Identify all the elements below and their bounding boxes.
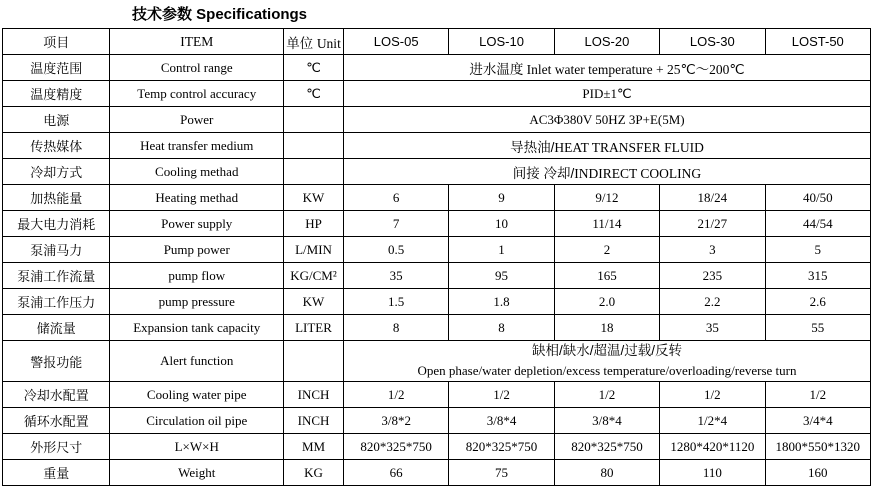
row-label-cn: 泵浦工作压力 [3, 289, 110, 315]
row-value: 11/14 [554, 211, 659, 237]
row-merged-value-en: INDIRECT COOLING [574, 165, 702, 181]
row-value: 8 [449, 315, 554, 341]
table-row [3, 289, 871, 315]
row-value: 3 [660, 237, 765, 263]
row-value: 165 [554, 263, 659, 289]
row-unit: ℃ [284, 81, 344, 107]
row-label-en: pump pressure [110, 289, 284, 315]
row-label-cn: 加热能量 [3, 185, 110, 211]
row-value: 9 [449, 185, 554, 211]
header-unit [284, 29, 344, 55]
table-row-alert [3, 341, 871, 382]
row-label-en: Pump power [110, 237, 284, 263]
row-value: 2.0 [554, 289, 659, 315]
row-merged-value: AC3Φ380V 50HZ 3P+E(5M) [343, 107, 870, 133]
row-value: 80 [554, 460, 659, 486]
row-value: 110 [660, 460, 765, 486]
row-merged-value [343, 133, 870, 159]
header-unit-en: Unit [316, 35, 341, 51]
row-value: 820*325*750 [343, 434, 448, 460]
header-model-5: LOST-50 [765, 29, 870, 55]
row-unit: LITER [284, 315, 344, 341]
row-value: 66 [343, 460, 448, 486]
table-row [3, 133, 871, 159]
row-label-en: Power supply [110, 211, 284, 237]
row-value: 95 [449, 263, 554, 289]
row-unit: KG/CM² [284, 263, 344, 289]
table-row [3, 408, 871, 434]
row-merged-value-en: HEAT TRANSFER FLUID [554, 139, 704, 155]
row-value: 1/2*4 [660, 408, 765, 434]
row-label-en: Weight [110, 460, 284, 486]
page-title: 技术参数 Specificationgs [132, 6, 308, 23]
row-value: 18 [554, 315, 659, 341]
row-unit [284, 107, 344, 133]
row-unit [284, 133, 344, 159]
row-value: 5 [765, 237, 870, 263]
row-value: 35 [660, 315, 765, 341]
row-value: 1 [449, 237, 554, 263]
alert-text-cn: 缺相/缺水/超温/过载/反转 [531, 343, 682, 358]
table-row [3, 185, 871, 211]
row-label-cn: 泵浦工作流量 [3, 263, 110, 289]
row-value: 8 [343, 315, 448, 341]
row-label-en: Expansion tank capacity [110, 315, 284, 341]
row-value: 40/50 [765, 185, 870, 211]
row-label-cn: 警报功能 [3, 341, 110, 382]
header-model-1: LOS-05 [343, 29, 448, 55]
row-value: 9/12 [554, 185, 659, 211]
table-row [3, 237, 871, 263]
row-label-cn: 循环水配置 [3, 408, 110, 434]
row-value: 315 [765, 263, 870, 289]
row-value: 1/2 [660, 382, 765, 408]
row-value: 235 [660, 263, 765, 289]
row-value: 1800*550*1320 [765, 434, 870, 460]
table-row [3, 382, 871, 408]
row-label-en: Heat transfer medium [110, 133, 284, 159]
row-label-cn: 重量 [3, 460, 110, 486]
row-value: 1/2 [343, 382, 448, 408]
row-value: 0.5 [343, 237, 448, 263]
row-label-cn: 温度精度 [3, 81, 110, 107]
table-row [3, 315, 871, 341]
row-value: 820*325*750 [449, 434, 554, 460]
row-merged-value [343, 159, 870, 185]
row-value: 6 [343, 185, 448, 211]
row-value: 35 [343, 263, 448, 289]
row-label-cn: 最大电力消耗 [3, 211, 110, 237]
row-label-en: Cooling water pipe [110, 382, 284, 408]
row-label-en: Alert function [110, 341, 284, 382]
row-value: 44/54 [765, 211, 870, 237]
row-label-cn: 外形尺寸 [3, 434, 110, 460]
row-label-en: Power [110, 107, 284, 133]
row-merged-value-en: Inlet water temperature + 25℃～200℃ [526, 61, 745, 77]
table-row [3, 55, 871, 81]
row-value: 75 [449, 460, 554, 486]
row-value: 21/27 [660, 211, 765, 237]
row-merged-value-cn: 导热油/ [510, 139, 555, 155]
row-value: 1/2 [765, 382, 870, 408]
row-value: 1.8 [449, 289, 554, 315]
row-label-cn: 冷却水配置 [3, 382, 110, 408]
row-value: 3/8*4 [449, 408, 554, 434]
header-item-cn: 项目 [3, 29, 110, 55]
row-value: 3/4*4 [765, 408, 870, 434]
table-row [3, 81, 871, 107]
row-label-en: L×W×H [110, 434, 284, 460]
row-label-en: Control range [110, 55, 284, 81]
row-unit: ℃ [284, 55, 344, 81]
row-value: 1.5 [343, 289, 448, 315]
row-label-en: Temp control accuracy [110, 81, 284, 107]
row-label-cn: 冷却方式 [3, 159, 110, 185]
row-unit: KG [284, 460, 344, 486]
table-header-row [3, 29, 871, 55]
row-value: 55 [765, 315, 870, 341]
row-unit: KW [284, 185, 344, 211]
header-model-3: LOS-20 [554, 29, 659, 55]
row-unit: MM [284, 434, 344, 460]
header-model-2: LOS-10 [449, 29, 554, 55]
row-merged-value-cn: 间接 冷却/ [512, 165, 575, 181]
row-value: 1/2 [449, 382, 554, 408]
header-item-en: ITEM [110, 29, 284, 55]
row-value: 1/2 [554, 382, 659, 408]
table-row [3, 263, 871, 289]
row-unit: L/MIN [284, 237, 344, 263]
row-value: 1280*420*1120 [660, 434, 765, 460]
row-value: 160 [765, 460, 870, 486]
row-label-cn: 泵浦马力 [3, 237, 110, 263]
row-unit: HP [284, 211, 344, 237]
row-unit [284, 341, 344, 382]
row-label-cn: 温度范围 [3, 55, 110, 81]
row-merged-value [343, 341, 870, 382]
row-merged-value: PID±1℃ [343, 81, 870, 107]
table-row [3, 460, 871, 486]
row-unit: INCH [284, 382, 344, 408]
row-value: 3/8*2 [343, 408, 448, 434]
row-merged-value-cn: 进水温度 [469, 61, 524, 77]
table-row [3, 159, 871, 185]
row-unit [284, 159, 344, 185]
alert-text-en: Open phase/water depletion/excess temperature/overloading/reverse turn [417, 363, 797, 378]
row-label-en: Circulation oil pipe [110, 408, 284, 434]
table-row [3, 211, 871, 237]
specifications-table [2, 28, 871, 486]
row-label-cn: 储流量 [3, 315, 110, 341]
row-unit: KW [284, 289, 344, 315]
row-label-cn: 电源 [3, 107, 110, 133]
header-unit-cn: 单位 [286, 35, 314, 51]
row-label-en: Cooling methad [110, 159, 284, 185]
table-row [3, 434, 871, 460]
row-value: 2.6 [765, 289, 870, 315]
row-value: 3/8*4 [554, 408, 659, 434]
row-value: 18/24 [660, 185, 765, 211]
row-merged-value [343, 55, 870, 81]
row-value: 2 [554, 237, 659, 263]
row-unit: INCH [284, 408, 344, 434]
row-value: 820*325*750 [554, 434, 659, 460]
row-value: 7 [343, 211, 448, 237]
row-label-en: pump flow [110, 263, 284, 289]
table-row [3, 107, 871, 133]
row-value: 10 [449, 211, 554, 237]
header-model-4: LOS-30 [660, 29, 765, 55]
row-label-cn: 传热媒体 [3, 133, 110, 159]
row-value: 2.2 [660, 289, 765, 315]
row-label-en: Heating methad [110, 185, 284, 211]
